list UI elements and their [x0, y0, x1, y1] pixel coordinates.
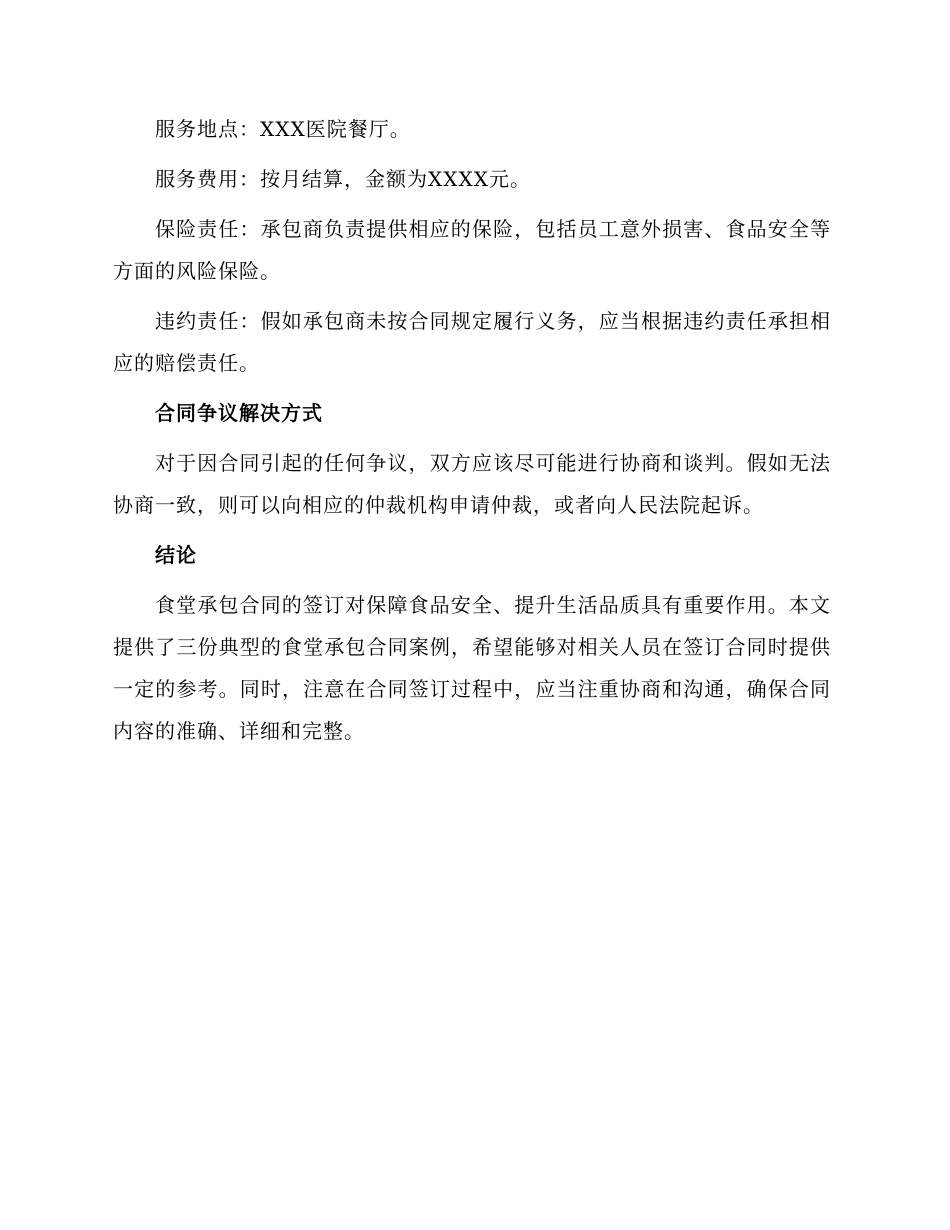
- document-body: [113, 108, 831, 760]
- service-fee-paragraph: 服务费用：按月结算，金额为XXXX元。: [155, 167, 531, 191]
- conclusion-section-body: 食堂承包合同的签订对保障食品安全、提升生活品质具有重要作用。本文提供了三份典型的食堂承包合同案例，希望能够对相关人员在签订合同时提供一定的参考。同时，注意在合同签订过程中，应当注重协商和沟通，确保合同内容的准确、详细和完整。: [113, 593, 831, 743]
- dispute-section-heading: 合同争议解决方式: [155, 401, 323, 425]
- conclusion-section-heading: 结论: [155, 543, 197, 567]
- dispute-section-body: 对于因合同引起的任何争议，双方应该尽可能进行协商和谈判。假如无法协商一致，则可以向相应的仲裁机构申请仲裁，或者向人民法院起诉。: [113, 451, 831, 517]
- service-location-paragraph: 服务地点：XXX医院餐厅。: [155, 117, 411, 141]
- insurance-paragraph: 保险责任：承包商负责提供相应的保险，包括员工意外损害、食品安全等方面的风险保险。: [113, 217, 831, 283]
- breach-paragraph: 违约责任：假如承包商未按合同规定履行义务，应当根据违约责任承担相应的赔偿责任。: [113, 309, 831, 375]
